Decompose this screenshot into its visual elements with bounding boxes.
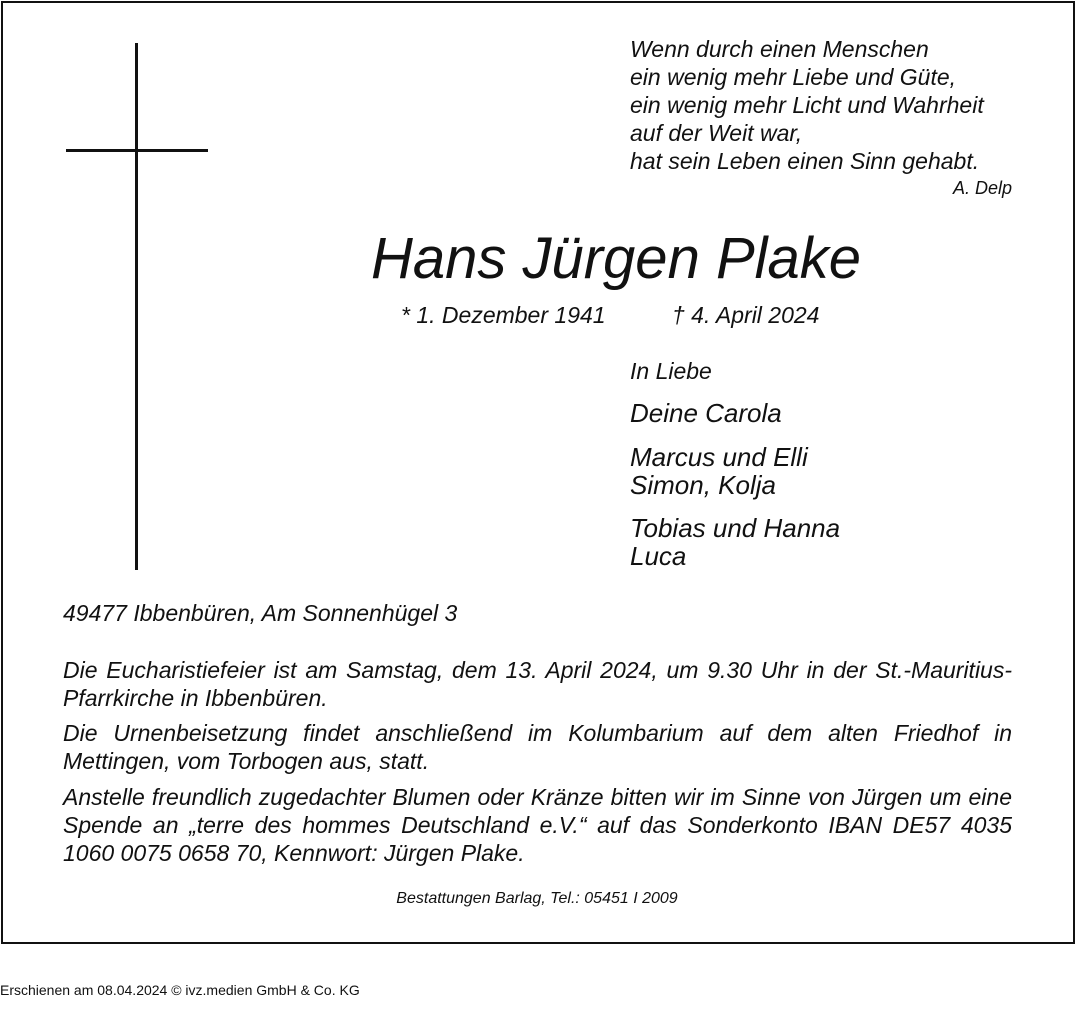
mourner-line: Deine Carola (630, 398, 782, 428)
quote-line: ein wenig mehr Liebe und Güte, (630, 64, 957, 90)
quote-block (630, 35, 1020, 175)
quote-line: Wenn durch einen Menschen (630, 36, 929, 62)
mourner-line: Marcus und Elli (630, 442, 808, 472)
mourner-group (630, 514, 840, 570)
mourner-line: Tobias und Hanna (630, 513, 841, 543)
cross-icon-horizontal (66, 149, 208, 152)
service-paragraph: Die Eucharistiefeier ist am Samstag, dem 13. April 2024, um 9.30 Uhr in der St.-Mauritius-Pfarrkirche in Ibbenbüren. (63, 657, 1012, 711)
quote-line: hat sein Leben einen Sinn gehabt. (630, 148, 980, 174)
quote-line: ein wenig mehr Licht und Wahrheit (630, 92, 984, 118)
donation-paragraph: Anstelle freundlich zugedachter Blumen oder Kränze bitten wir im Sinne von Jürgen um eine Spende an „terre des hommes Deutschland e.V.“ auf das Sonderkonto IBAN DE57 4035 1060 0075 0658 70, Kennwort: Jürgen Plake. (63, 784, 1012, 866)
mourner-line: Luca (630, 541, 687, 571)
family-address: 49477 Ibbenbüren, Am Sonnenhügel 3 (63, 600, 458, 626)
undertaker-contact: Bestattungen Barlag, Tel.: 05451 I 2009 (396, 890, 678, 907)
mourner-group (630, 443, 808, 499)
mourners-intro: In Liebe (630, 358, 712, 384)
quote-line: auf der Weit war, (630, 120, 803, 146)
mourner-group (630, 398, 782, 428)
deceased-name: Hans Jürgen Plake (370, 226, 862, 291)
mourner-line: Simon, Kolja (630, 470, 776, 500)
death-date: † 4. April 2024 (672, 302, 820, 328)
burial-paragraph: Die Urnenbeisetzung findet anschließend im Kolumbarium auf dem alten Friedhof in Mettingen, vom Torbogen aus, statt. (63, 720, 1012, 774)
birth-date: * 1. Dezember 1941 (401, 302, 606, 328)
cross-icon-vertical (135, 43, 138, 570)
publication-footer: Erschienen am 08.04.2024 © ivz.medien GmbH & Co. KG (0, 982, 360, 998)
quote-author: A. Delp (952, 178, 1012, 198)
